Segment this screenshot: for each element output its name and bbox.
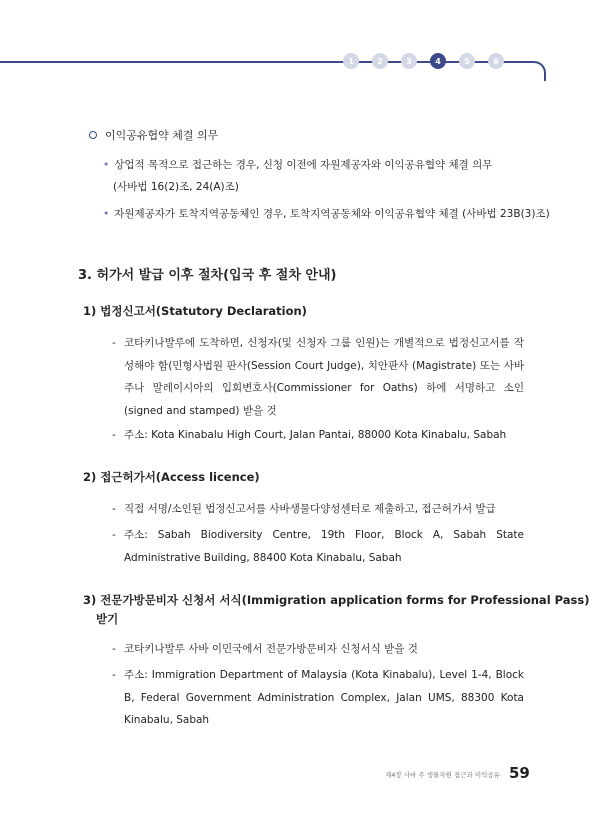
dash-icon: - xyxy=(112,529,116,541)
step-dot-3: 3 xyxy=(401,53,417,69)
list-item-3-1-text: 코타키나발루 사바 이민국에서 전문가방문비자 신청서식 받을 것 xyxy=(124,643,418,655)
list-item-1-1 xyxy=(112,332,524,422)
footer-chapter-label: 제4장 사바 주 생물자원 접근과 이익공유 xyxy=(385,771,500,779)
subheading-1: 1) 법정신고서(Statutory Declaration) xyxy=(83,304,307,318)
step-dot-5: 5 xyxy=(459,53,475,69)
step-dot-6: 6 xyxy=(488,53,504,69)
bullet-item-2 xyxy=(103,204,550,224)
bullet-dot-icon: • xyxy=(103,208,110,220)
subheading-2: 2) 접근허가서(Access licence) xyxy=(83,470,260,484)
dash-icon: - xyxy=(112,643,116,655)
step-dot-4-active: 4 xyxy=(430,53,446,69)
dash-icon: - xyxy=(112,669,116,681)
header-rule-corner xyxy=(516,61,546,81)
subheading-3: 3) 전문가방문비자 신청서 서식(Immigration application forms for Professional Pass) xyxy=(83,593,590,607)
section-title-text: 이익공유협약 체결 의무 xyxy=(105,129,219,142)
list-item-3-1 xyxy=(112,638,524,661)
dash-icon: - xyxy=(112,503,116,515)
list-item-2-2-text: 주소: Sabah Biodiversity Centre, 19th Floor, Block A, Sabah State Administrative Building, 88400 Kota Kinabalu, Sabah xyxy=(124,529,524,564)
heading-3: 3. 허가서 발급 이후 절차(입국 후 절차 안내) xyxy=(78,268,337,283)
subheading-3-cont: 받기 xyxy=(96,612,119,626)
bullet-dot-icon: • xyxy=(103,159,110,171)
list-item-1-2-text: 주소: Kota Kinabalu High Court, Jalan Pantai, 88000 Kota Kinabalu, Sabah xyxy=(124,429,507,441)
step-dot-1: 1 xyxy=(343,53,359,69)
page-number: 59 xyxy=(509,764,530,782)
circle-bullet-icon xyxy=(89,131,97,139)
dash-icon: - xyxy=(112,337,116,349)
list-item-2-1-text: 직접 서명/소인된 법정신고서를 사바생물다양성센터로 제출하고, 접근허가서 발급 xyxy=(124,503,496,515)
list-item-1-1-text: 코타키나발루에 도착하면, 신청자(및 신청자 그룹 인원)는 개별적으로 법정신고서를 작성해야 함(민형사법원 판사(Session Court Judge), 치안판사 (Magistrate) 또는 사바주나 말레이시아의 입회변호사(Commissioner for Oaths) 하에 서명하고 소인(signed and stamped) 받을 것 xyxy=(124,337,524,417)
list-item-3-2-text: 주소: Immigration Department of Malaysia (Kota Kinabalu), Level 1-4, Block B, Federal Government Administration Complex, Jalan UMS, 88300 Kota Kinabalu, Sabah xyxy=(124,669,524,726)
dash-icon: - xyxy=(112,429,116,441)
chapter-step-indicator xyxy=(343,53,504,69)
bullet-item-1 xyxy=(103,155,492,175)
bullet-item-1-text: 상업적 목적으로 접근하는 경우, 신청 이전에 자원제공자와 이익공유협약 체결 의무 xyxy=(114,159,493,171)
list-item-2-1 xyxy=(112,498,524,521)
list-item-2-2 xyxy=(112,524,524,569)
section-title xyxy=(89,127,218,143)
bullet-item-1-cont: (사바법 16(2)조, 24(A)조) xyxy=(113,181,239,193)
list-item-3-2 xyxy=(112,664,524,732)
step-dot-2: 2 xyxy=(372,53,388,69)
list-item-1-2 xyxy=(112,424,524,447)
bullet-item-2-text: 자원제공자가 토착지역공동체인 경우, 토착지역공동체와 이익공유협약 체결 (사바법 23B(3)조) xyxy=(114,208,550,220)
